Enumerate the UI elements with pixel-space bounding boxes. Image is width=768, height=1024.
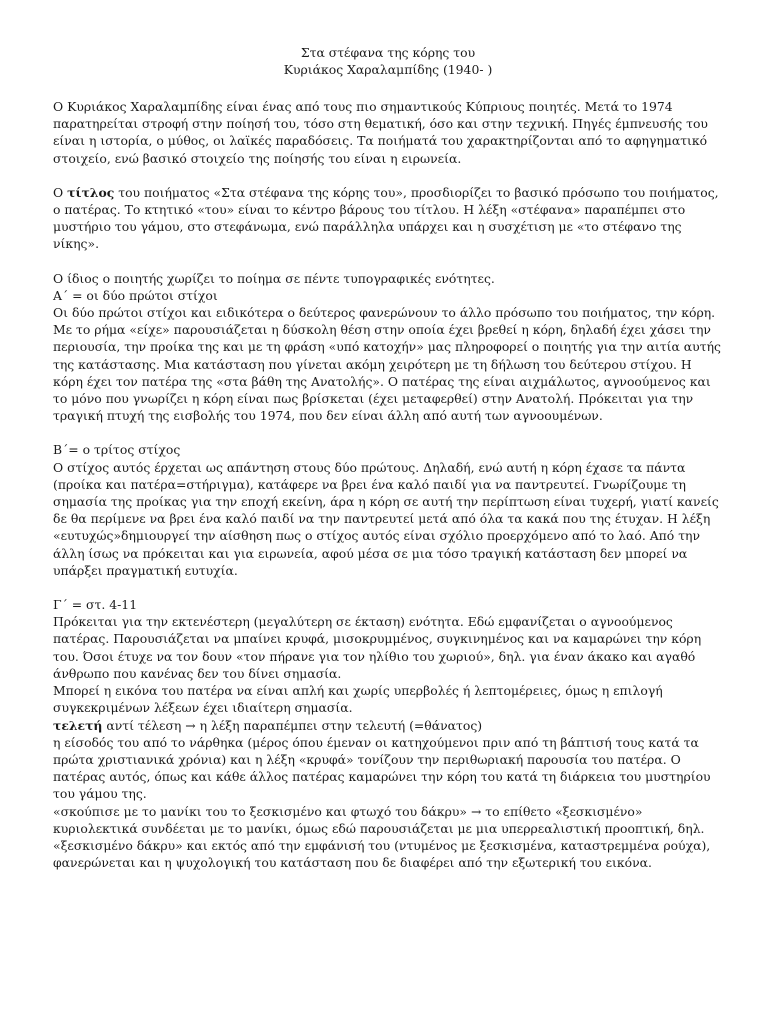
title-paragraph-post: του ποιήματος «Στα στέφανα της κόρης του», προσδιορίζει το βασικό πρόσωπο του ποιήματος, ο πατέρας. Το κτητικό «του» είναι το κέντρο βάρους του τίτλου. Η λέξη «στέφανα» παραπέμπει στο μυστήριο του γάμου, στο στεφάνωμα, ενώ παράλληλα υπάρχει και η συσχέτιση με «το στέφανο της νίκης». [53, 184, 719, 252]
title-paragraph-pre: Ο [53, 184, 68, 200]
section-a-body: Οι δύο πρώτοι στίχοι και ειδικότερα ο δεύτερος φανερώνουν το άλλο πρόσωπο του ποιήματος, την κόρη. Με το ρήμα «είχε» παρουσιάζεται η δύσκολη θέση στην οποία έχει βρεθεί η κόρη, δηλαδή έχει χάσει την περιουσία, την προίκα της και με τη φράση «υπό κατοχήν» μας πληροφορεί ο ποιητής για την αιτία αυτής της κατάστασης. Μια κατάσταση που γίνεται ακόμη χειρότερη με τη δήλωση του δεύτερου στίχου. Η κόρη έχει τον πατέρα της «στα βάθη της Ανατολής». Ο πατέρας της είναι αιχμάλωτος, αγνοούμενος και το μόνο που γνωρίζει η κόρη είναι πως βρίσκεται (έχει μεταφερθεί) στην Ανατολή. Πρόκειται για την τραγική πτυχή της εισβολής του 1974, που δεν είναι άλλη από αυτή των αγνοουμένων. [53, 305, 721, 424]
section-c-body-1: Πρόκειται για την εκτενέστερη (μεγαλύτερη σε έκταση) ενότητα. Εδώ εμφανίζεται ο αγνοούμενος πατέρας. Παρουσιάζεται να μπαίνει κρυφά, μισοκρυμμένος, συγκινημένος και να καμαρώνει την κόρη του. Όσοι έτυχε να τον δουν «τον πήρανε για τον ηλίθιο του χωριού», δηλ. για έναν άκακο και αγαθό άνθρωπο που κανένας δεν του δίνει σημασία. [53, 614, 702, 681]
section-a-heading: Α΄ = οι δύο πρώτοι στίχοι [53, 287, 218, 303]
title-keyword: τίτλος [67, 184, 115, 200]
poem-title: Στα στέφανα της κόρης του [300, 45, 476, 60]
section-c-body-2: Μπορεί η εικόνα του πατέρα να είναι απλή και χωρίς υπερβολές ή λεπτομέρειες, όμως η επιλογή συγκεκριμένων λέξεων έχει ιδιαίτερη σημασία. [53, 683, 663, 716]
intro-paragraph: Ο Κυριάκος Χαραλαμπίδης είναι ένας από τους πιο σημαντικούς Κύπριους ποιητές. Μετά το 1974 παρατηρείται στροφή στην ποίησή του, τόσο στη θεματική, όσο και στην τεχνική. Πηγές έμπνευσής του είναι η ιστορία, ο μύθος, οι λαϊκές παραδόσεις. Τα ποιήματά του χαρακτηρίζονται από το αφηγηματικό στοιχείο, ενώ βασικό στοιχείο της ποίησής του είναι η ειρωνεία. [53, 99, 708, 166]
section-c-body-4: «σκούπισε με το μανίκι του το ξεσκισμένο και φτωχό του δάκρυ» → το επίθετο «ξεσκισμένο» κυριολεκτικά συνδέεται με το μανίκι, όμως εδώ παρουσιάζεται με μια υπερρεαλιστική προοπτική, δηλ. «ξεσκισμένο δάκρυ» και εκτός από την εμφάνισή του (ντυμένος με ξεσκισμένα, καταστρεμμένα ρούχα), φανερώνεται και η ψυχολογική του κατάσταση που δε διαφέρει από την εξωτερική του εικόνα. [53, 803, 711, 871]
teleti-rest: αντί τέλεση → η λέξη παραπέμπει στην τελευτή (=θάνατος) [102, 717, 483, 733]
section-c-heading: Γ΄ = στ. 4-11 [53, 597, 138, 613]
section-b-body: Ο στίχος αυτός έρχεται ως απάντηση στους δύο πρώτους. Δηλαδή, ενώ αυτή η κόρη έχασε τα πάντα (προίκα και πατέρα=στήριγμα), κατάφερε να βρει ένα καλό παιδί για να παντρευτεί. Γνωρίζουμε τη σημασία της προίκας για την εποχή εκείνη, άρα η κόρη σε αυτή την περίπτωση είναι τυχερή, γιατί κανείς δε θα περίμενε να βρει ένα καλό παιδί να την παντρευτεί μετά από όλα τα κακά που της έτυχαν. Η λέξη «ευτυχώς»δημιουργεί την αίσθηση πως ο στίχος αυτός είναι σχόλιο προερχόμενο από το λαό. Από την άλλη ίσως να πρόκειται και για ειρωνεία, αφού μέσα σε μια τόσο τραγική κατάσταση δεν μπορεί να υπάρξει πραγματική ευτυχία. [53, 459, 719, 578]
title-paragraph [53, 184, 723, 253]
section-c-body-3: η είσοδός του από το νάρθηκα (μέρος όπου έμεναν οι κατηχούμενοι πριν από τη βάπτισή τους κατά τα πρώτα χριστιανικά χρόνια) και η λέξη «κρυφά» τονίζουν την περιθωριακή παρουσία του πατέρα. Ο πατέρας αυτός, όπως και κάθε άλλος πατέρας καμαρώνει την κόρη του κατά τη διάρκεια του μυστηρίου του γάμου της. [53, 734, 711, 802]
teleti-line [53, 717, 723, 734]
teleti-keyword: τελετή [53, 717, 103, 733]
section-b-heading: Β΄= ο τρίτος στίχος [53, 442, 181, 458]
document-title [53, 44, 723, 78]
sections-intro: Ο ίδιος ο ποιητής χωρίζει το ποίημα σε πέντε τυπογραφικές ενότητες. [53, 270, 495, 286]
document-page [53, 44, 723, 871]
poet-name: Κυριάκος Χαραλαμπίδης (1940- ) [283, 62, 493, 77]
